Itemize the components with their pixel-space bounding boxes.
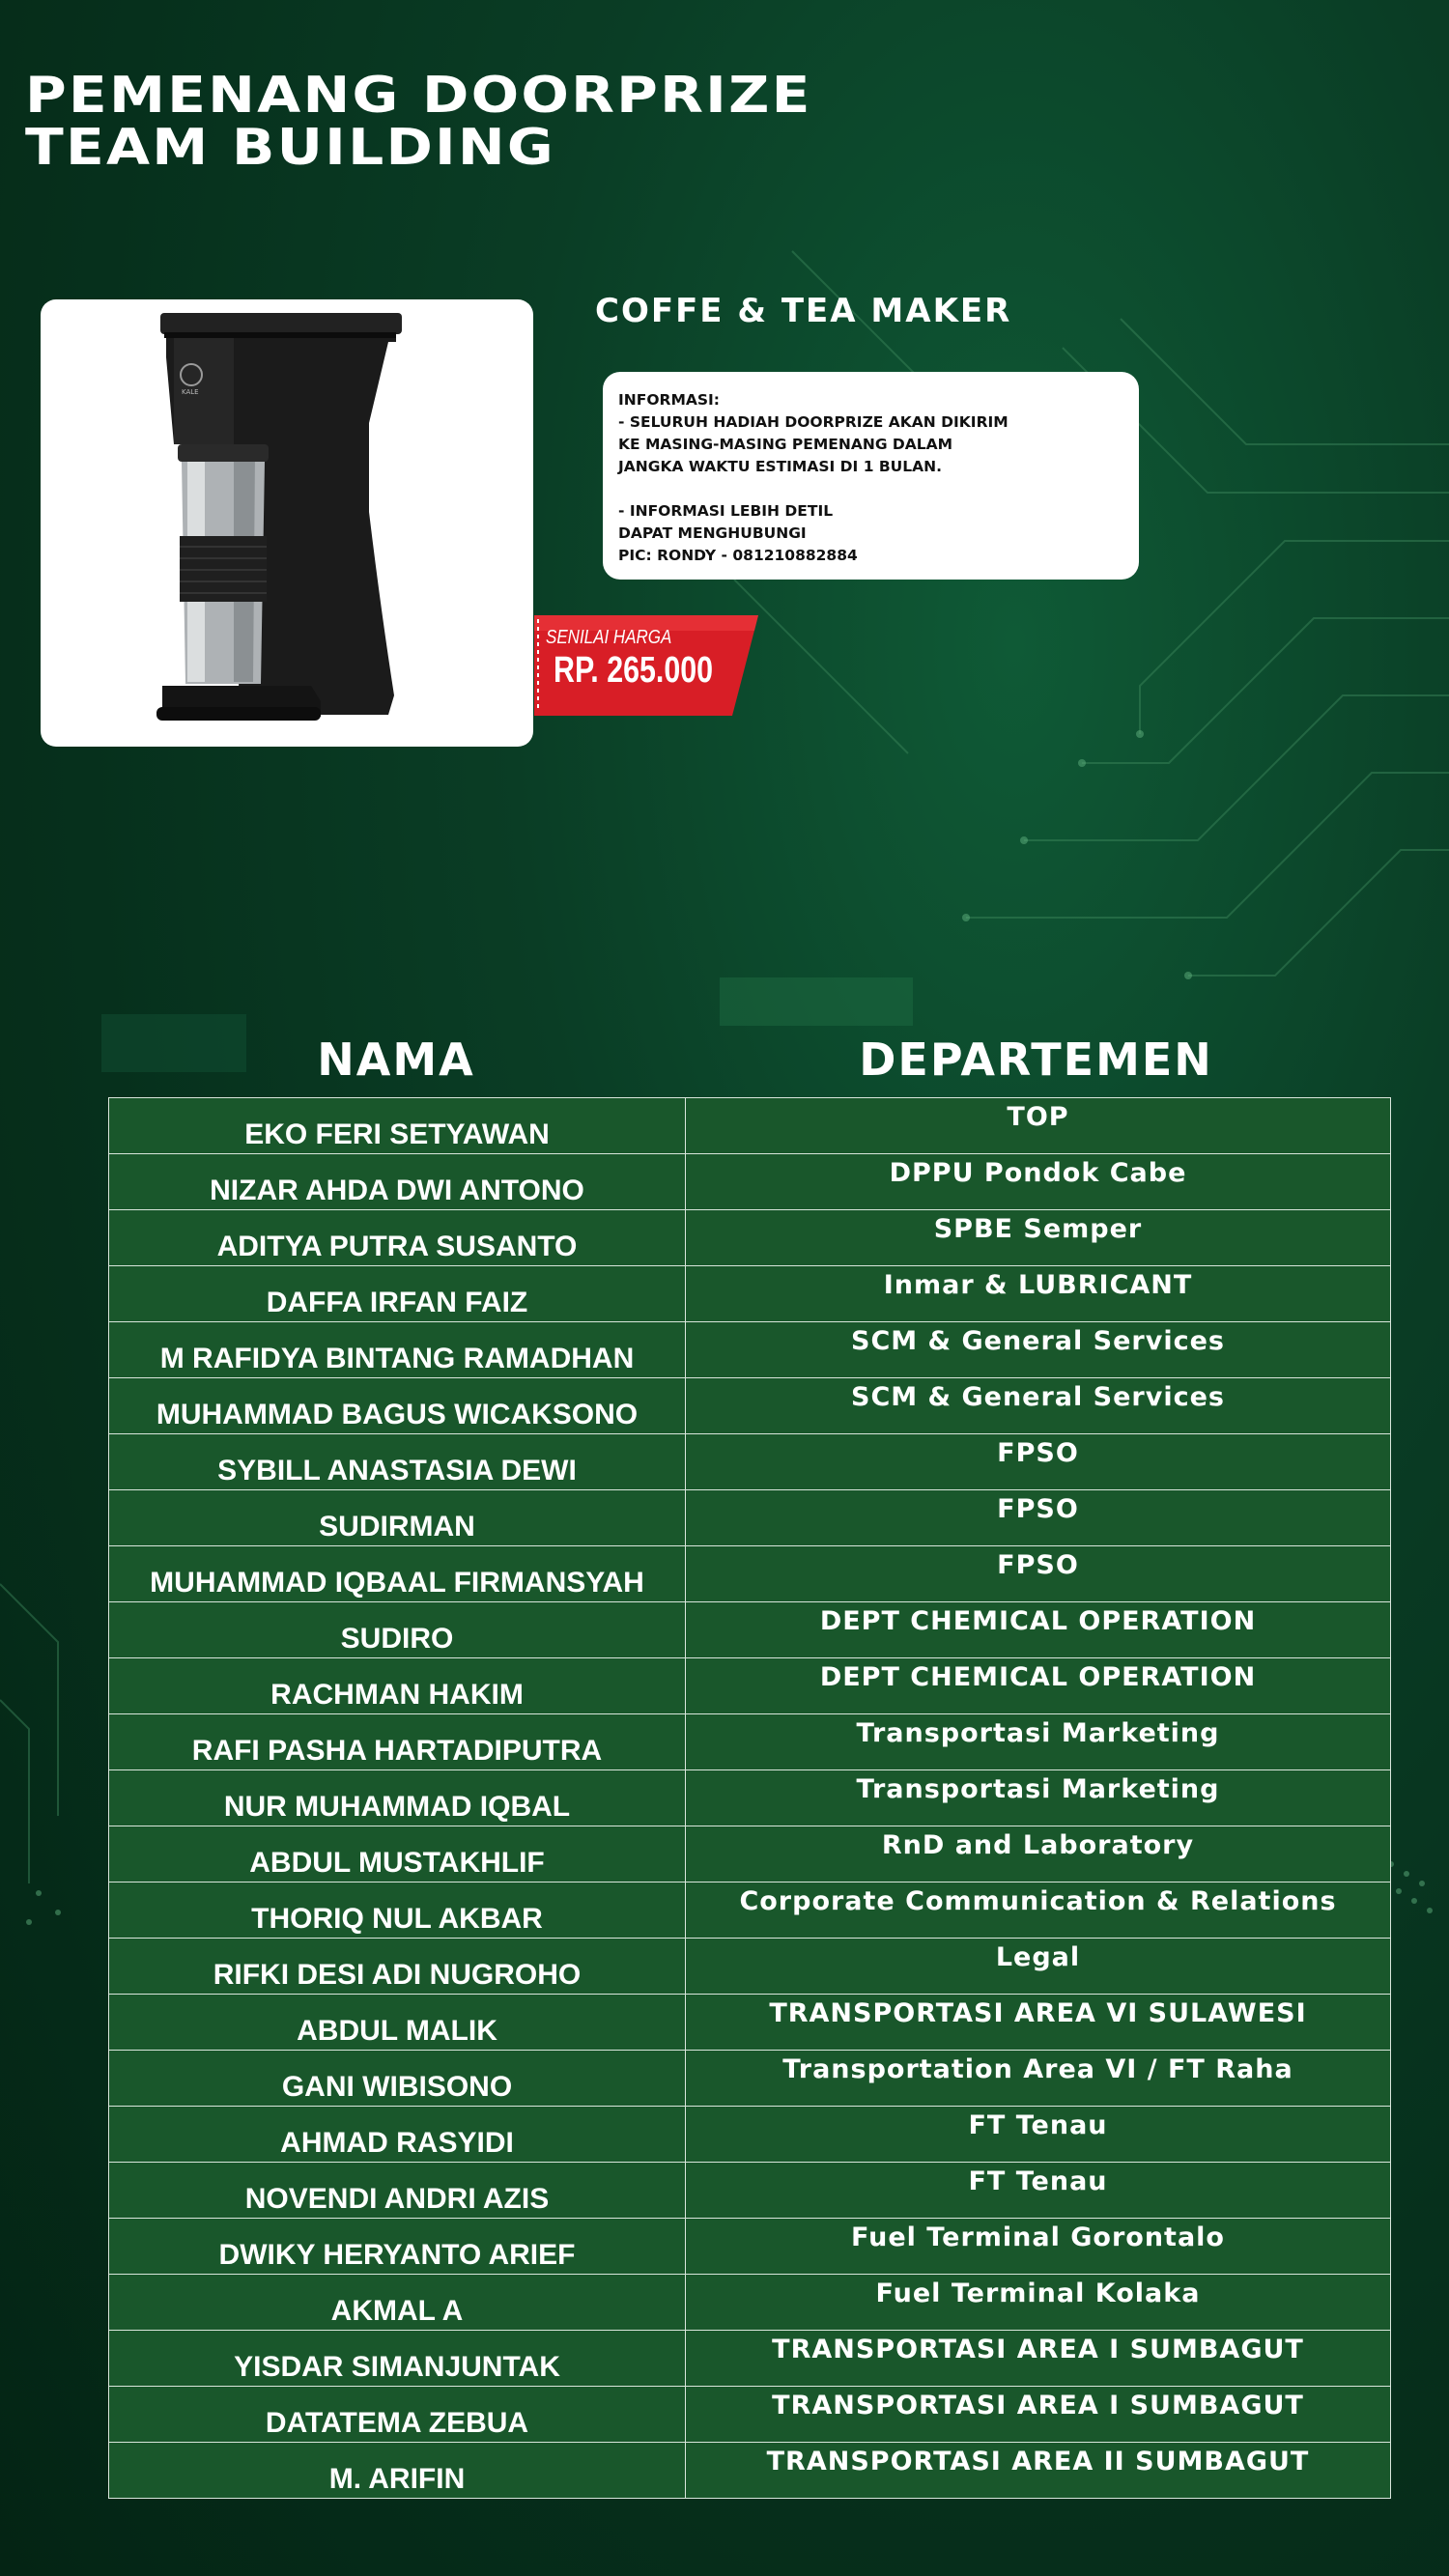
price-value: RP. 265.000 [554,650,714,691]
winner-department-cell: Fuel Terminal Kolaka [686,2275,1391,2331]
winner-department-cell: Transportasi Marketing [686,1714,1391,1770]
winner-name-cell: NOVENDI ANDRI AZIS [109,2163,686,2219]
winner-name-cell: RACHMAN HAKIM [109,1658,686,1714]
title-line-1: PEMENANG DOORPRIZE [25,67,812,125]
table-row [109,1322,1391,1378]
info-line: JANGKA WAKTU ESTIMASI DI 1 BULAN. [618,458,943,475]
winner-department-cell: DPPU Pondok Cabe [686,1154,1391,1210]
info-line: DAPAT MENGHUBUNGI [618,524,807,542]
info-spacer [618,478,1123,500]
table-row [109,1826,1391,1882]
winner-name-cell: SUDIRMAN [109,1490,686,1546]
title-line-2: TEAM BUILDING [25,119,555,177]
winner-department-cell: Fuel Terminal Gorontalo [686,2219,1391,2275]
header-departemen: DEPARTEMEN [859,1033,1213,1086]
winner-name-cell: MUHAMMAD IQBAAL FIRMANSYAH [109,1546,686,1602]
winner-department-cell: FT Tenau [686,2107,1391,2163]
table-row [109,2051,1391,2107]
winner-name-cell: M RAFIDYA BINTANG RAMADHAN [109,1322,686,1378]
winner-name-cell: NIZAR AHDA DWI ANTONO [109,1154,686,1210]
info-line: PIC: RONDY - 081210882884 [618,547,858,564]
winner-name-cell: ABDUL MUSTAKHLIF [109,1826,686,1882]
product-image-card [41,299,533,747]
table-row [109,1490,1391,1546]
table-row [109,1658,1391,1714]
page-title [25,67,812,177]
winner-department-cell: TRANSPORTASI AREA II SUMBAGUT [686,2443,1391,2499]
winner-name-cell: ABDUL MALIK [109,1995,686,2051]
info-box [603,372,1139,580]
info-line: INFORMASI: [618,391,720,409]
winner-name-cell: AHMAD RASYIDI [109,2107,686,2163]
table-row [109,1995,1391,2051]
price-tag [534,615,758,716]
winner-name-cell: DATATEMA ZEBUA [109,2387,686,2443]
info-line: - SELURUH HADIAH DOORPRIZE AKAN DIKIRIM [618,413,1009,431]
table-row [109,1266,1391,1322]
table-row [109,1154,1391,1210]
winner-name-cell: NUR MUHAMMAD IQBAL [109,1770,686,1826]
winner-department-cell: Legal [686,1939,1391,1995]
winner-department-cell: Transportasi Marketing [686,1770,1391,1826]
table-row [109,1434,1391,1490]
winner-department-cell: FPSO [686,1546,1391,1602]
product-name: COFFE & TEA MAKER [595,292,1012,330]
winner-name-cell: GANI WIBISONO [109,2051,686,2107]
table-row [109,1210,1391,1266]
winner-name-cell: YISDAR SIMANJUNTAK [109,2331,686,2387]
table-row [109,2275,1391,2331]
winner-department-cell: TRANSPORTASI AREA I SUMBAGUT [686,2387,1391,2443]
table-row [109,2163,1391,2219]
winners-table-body [109,1098,1391,2499]
coffee-tea-maker-image [41,299,533,747]
table-row [109,1882,1391,1939]
winner-department-cell: Corporate Communication & Relations [686,1882,1391,1939]
winner-name-cell: M. ARIFIN [109,2443,686,2499]
winner-name-cell: AKMAL A [109,2275,686,2331]
table-row [109,2107,1391,2163]
winner-department-cell: Inmar & LUBRICANT [686,1266,1391,1322]
winner-name-cell: EKO FERI SETYAWAN [109,1098,686,1154]
header-nama: NAMA [317,1033,475,1086]
table-row [109,1770,1391,1826]
winner-name-cell: ADITYA PUTRA SUSANTO [109,1210,686,1266]
table-row [109,2219,1391,2275]
winner-department-cell: Transportation Area VI / FT Raha [686,2051,1391,2107]
winner-name-cell: DAFFA IRFAN FAIZ [109,1266,686,1322]
table-row [109,2331,1391,2387]
winner-department-cell: DEPT CHEMICAL OPERATION [686,1602,1391,1658]
info-line: KE MASING-MASING PEMENANG DALAM [618,436,953,453]
winner-department-cell: DEPT CHEMICAL OPERATION [686,1658,1391,1714]
winner-department-cell: TRANSPORTASI AREA I SUMBAGUT [686,2331,1391,2387]
winner-department-cell: FPSO [686,1434,1391,1490]
winner-name-cell: SYBILL ANASTASIA DEWI [109,1434,686,1490]
winner-department-cell: FPSO [686,1490,1391,1546]
table-row [109,2387,1391,2443]
winner-department-cell: TOP [686,1098,1391,1154]
table-row [109,2443,1391,2499]
winner-name-cell: MUHAMMAD BAGUS WICAKSONO [109,1378,686,1434]
winners-table [108,1097,1391,2499]
winner-department-cell: SPBE Semper [686,1210,1391,1266]
winner-name-cell: RAFI PASHA HARTADIPUTRA [109,1714,686,1770]
table-header [108,1022,1388,1097]
table-row [109,1939,1391,1995]
table-row [109,1098,1391,1154]
table-row [109,1546,1391,1602]
winner-department-cell: TRANSPORTASI AREA VI SULAWESI [686,1995,1391,2051]
winner-name-cell: THORIQ NUL AKBAR [109,1882,686,1939]
winner-department-cell: SCM & General Services [686,1322,1391,1378]
table-row [109,1378,1391,1434]
brand-mark-text: KALE [182,388,199,396]
winner-department-cell: RnD and Laboratory [686,1826,1391,1882]
info-line: - INFORMASI LEBIH DETIL [618,502,834,520]
winner-department-cell: SCM & General Services [686,1378,1391,1434]
winner-name-cell: SUDIRO [109,1602,686,1658]
winner-name-cell: RIFKI DESI ADI NUGROHO [109,1939,686,1995]
winner-department-cell: FT Tenau [686,2163,1391,2219]
price-caption: SENILAI HARGA [546,627,672,648]
winner-name-cell: DWIKY HERYANTO ARIEF [109,2219,686,2275]
table-row [109,1714,1391,1770]
table-row [109,1602,1391,1658]
